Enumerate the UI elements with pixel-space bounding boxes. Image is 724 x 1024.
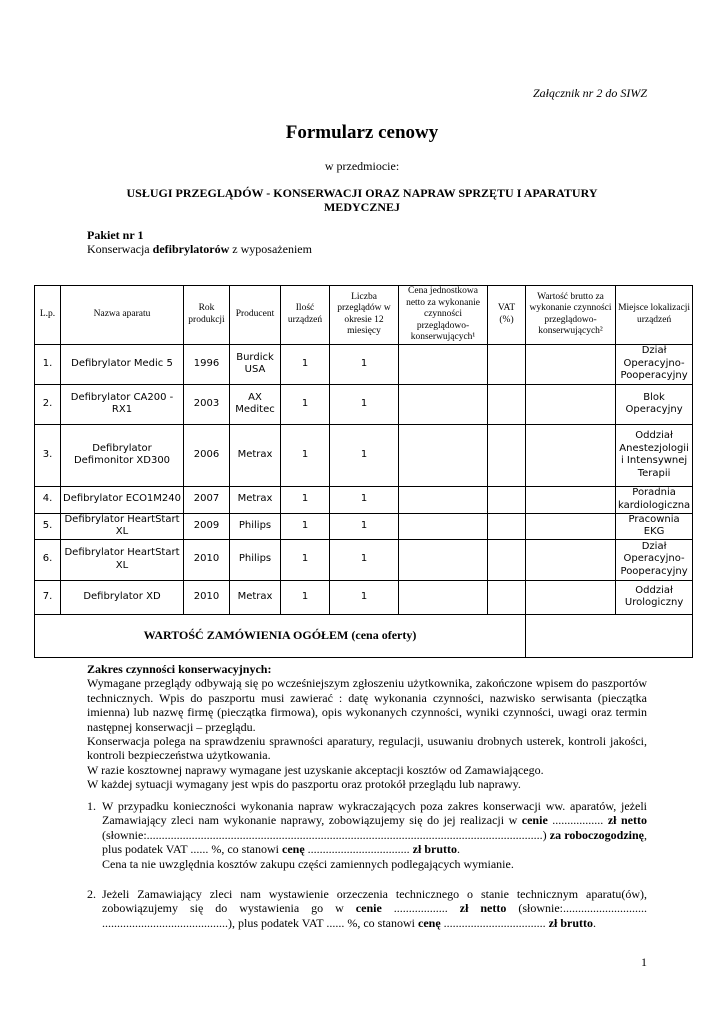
clause-number: 2.: [87, 887, 96, 901]
header-producer: Producent: [230, 286, 281, 345]
cell-inspections: 1: [330, 539, 399, 580]
cell-gross-value[interactable]: [526, 424, 616, 486]
maintenance-bold: defibrylatorów: [152, 242, 230, 256]
clause-repairs: [87, 799, 647, 871]
cell-vat[interactable]: [488, 344, 526, 384]
cell-inspections: 1: [330, 344, 399, 384]
cell-location: Poradnia kardiologiczna: [616, 486, 693, 513]
cell-qty: 1: [281, 539, 330, 580]
scope-paragraph: W każdej sytuacji wymagany jest wpis do paszportu oraz protokół przeglądu lub naprawy.: [87, 777, 521, 792]
maintenance-suffix: z wyposażeniem: [229, 242, 312, 256]
cell-lp: 5.: [35, 513, 61, 539]
cell-year: 2009: [184, 513, 230, 539]
document-title: Formularz cenowy: [285, 122, 439, 143]
clause-text: Jeżeli Zamawiający zleci nam wystawienie orzeczenia technicznego o stanie technicznym aparatu(ów), zobowiązujemy się do wystawienia go w cenie .................. zł netto (słownie:............................ ..........................................), plus podatek VAT ...... %, co stanowi cenę .................................. zł brutto.: [102, 887, 648, 930]
cell-lp: 6.: [35, 539, 61, 580]
cell-qty: 1: [281, 424, 330, 486]
cell-name: Defibrylator Medic 5: [61, 344, 184, 384]
table-header-row: [35, 286, 693, 345]
cell-inspections: 1: [330, 580, 399, 614]
cell-location: Oddział Urologiczny: [616, 580, 693, 614]
cell-inspections: 1: [330, 513, 399, 539]
cell-producer: Metrax: [230, 486, 281, 513]
cell-net-price[interactable]: [399, 384, 488, 424]
total-value[interactable]: [526, 614, 693, 657]
cell-vat[interactable]: [488, 424, 526, 486]
cell-inspections: 1: [330, 486, 399, 513]
clause-number: 1.: [87, 799, 96, 813]
cell-gross-value[interactable]: [526, 384, 616, 424]
table-row: [35, 580, 693, 614]
cell-lp: 7.: [35, 580, 61, 614]
cell-lp: 3.: [35, 424, 61, 486]
subject-intro: w przedmiocie:: [324, 159, 400, 173]
attachment-label: Załącznik nr 2 do SIWZ: [533, 86, 647, 100]
table-row: [35, 513, 693, 539]
price-table: [34, 285, 693, 658]
header-qty: Ilość urządzeń: [281, 286, 330, 345]
cell-producer: Metrax: [230, 424, 281, 486]
cell-location: Dział Operacyjno-Pooperacyjny: [616, 344, 693, 384]
cell-year: 2003: [184, 384, 230, 424]
cell-producer: Burdick USA: [230, 344, 281, 384]
cell-year: 1996: [184, 344, 230, 384]
header-year: Rok produkcji: [184, 286, 230, 345]
cell-gross-value[interactable]: [526, 344, 616, 384]
cell-gross-value[interactable]: [526, 486, 616, 513]
cell-net-price[interactable]: [399, 513, 488, 539]
cell-year: 2010: [184, 539, 230, 580]
cell-vat[interactable]: [488, 580, 526, 614]
cell-gross-value[interactable]: [526, 580, 616, 614]
cell-location: Blok Operacyjny: [616, 384, 693, 424]
maintenance-prefix: Konserwacja: [87, 242, 153, 256]
cell-qty: 1: [281, 384, 330, 424]
cell-gross-value[interactable]: [526, 513, 616, 539]
table-row: [35, 486, 693, 513]
cell-inspections: 1: [330, 424, 399, 486]
header-lp: L.p.: [35, 286, 61, 345]
cell-lp: 1.: [35, 344, 61, 384]
cell-net-price[interactable]: [399, 580, 488, 614]
scope-heading: Zakres czynności konserwacyjnych:: [87, 662, 272, 676]
cell-vat[interactable]: [488, 384, 526, 424]
cell-lp: 2.: [35, 384, 61, 424]
cell-name: Defibrylator ECO1M240: [61, 486, 184, 513]
cell-lp: 4.: [35, 486, 61, 513]
cell-vat[interactable]: [488, 486, 526, 513]
cell-name: Defibrylator HeartStart XL: [61, 539, 184, 580]
cell-producer: Philips: [230, 513, 281, 539]
table-row: [35, 344, 693, 384]
cell-name: Defibrylator HeartStart XL: [61, 513, 184, 539]
cell-inspections: 1: [330, 384, 399, 424]
total-row: [35, 614, 693, 657]
clause-text: W przypadku konieczności wykonania napraw wykraczających poza zakres konserwacji ww. aparatów, jeżeli Zamawiający zleci nam wykonanie naprawy, zobowiązujemy się do jej realizacji w cenie ................. zł netto (słownie:....................................................................................................................................) za roboczogodzinę, plus podatek VAT ...... %, co stanowi cenę .................................. zł brutto.: [102, 799, 648, 857]
header-location: Miejsce lokalizacji urządzeń: [616, 286, 693, 345]
cell-producer: AX Meditec: [230, 384, 281, 424]
scope-paragraph: W razie kosztownej naprawy wymagane jest uzyskanie akceptacji kosztów od Zamawiającego.: [87, 762, 544, 777]
cell-net-price[interactable]: [399, 486, 488, 513]
page-number: 1: [641, 955, 647, 969]
scope-paragraph: Konserwacja polega na sprawdzeniu sprawności aparatury, regulacji, usuwaniu drobnych usterek, kontroli jakości, kontroli bezpieczeństwa użytkowania.: [87, 734, 647, 763]
clause-note: Cena ta nie uwzględnia kosztów zakupu części zamiennych podlegających wymianie.: [102, 856, 514, 871]
header-name: Nazwa aparatu: [61, 286, 184, 345]
cell-producer: Philips: [230, 539, 281, 580]
scope-paragraph: Wymagane przeglądy odbywają się po wcześniejszym zgłoszeniu użytkownika, zakończone wpisem do paszportów technicznych. Wpis do paszportu musi zawierać : datę wykonania czynności, nazwisko serwisanta (pieczątka imienna) lub nazwę firmę (pieczątka firmowa), opis wykonanych czynności, wyniki czynności, uwagi oraz termin następnej konserwacji – przeglądu.: [87, 676, 647, 734]
header-gross-value: Wartość brutto za wykonanie czynności przeglądowo-konserwujących²: [526, 286, 616, 345]
cell-year: 2007: [184, 486, 230, 513]
cell-qty: 1: [281, 344, 330, 384]
package-label: Pakiet nr 1: [87, 228, 144, 242]
header-inspections: Liczba przeglądów w okresie 12 miesięcy: [330, 286, 399, 345]
cell-net-price[interactable]: [399, 424, 488, 486]
cell-year: 2006: [184, 424, 230, 486]
cell-gross-value[interactable]: [526, 539, 616, 580]
maintenance-label: [87, 242, 312, 257]
cell-qty: 1: [281, 580, 330, 614]
cell-location: Oddział Anestezjologii i Intensywnej Terapii: [616, 424, 693, 486]
header-net-price: Cena jednostkowa netto za wykonanie czynności przeglądowo-konserwujących¹: [399, 286, 488, 345]
table-row: [35, 539, 693, 580]
cell-name: Defibrylator Defimonitor XD300: [61, 424, 184, 486]
cell-qty: 1: [281, 513, 330, 539]
cell-year: 2010: [184, 580, 230, 614]
cell-producer: Metrax: [230, 580, 281, 614]
cell-name: Defibrylator CA200 - RX1: [61, 384, 184, 424]
cell-vat[interactable]: [488, 539, 526, 580]
table-row: [35, 424, 693, 486]
cell-vat[interactable]: [488, 513, 526, 539]
header-vat: VAT (%): [488, 286, 526, 345]
cell-net-price[interactable]: [399, 344, 488, 384]
clause-certificate: [87, 887, 647, 930]
scope-section: [87, 662, 647, 792]
total-label: WARTOŚĆ ZAMÓWIENIA OGÓŁEM (cena oferty): [35, 614, 526, 657]
cell-location: Pracownia EKG: [616, 513, 693, 539]
table-row: [35, 384, 693, 424]
cell-net-price[interactable]: [399, 539, 488, 580]
cell-qty: 1: [281, 486, 330, 513]
cell-name: Defibrylator XD: [61, 580, 184, 614]
cell-location: Dział Operacyjno-Pooperacyjny: [616, 539, 693, 580]
service-title: USŁUGI PRZEGLĄDÓW - KONSERWACJI ORAZ NAPRAW SPRZĘTU I APARATURY MEDYCZNEJ: [126, 186, 598, 214]
